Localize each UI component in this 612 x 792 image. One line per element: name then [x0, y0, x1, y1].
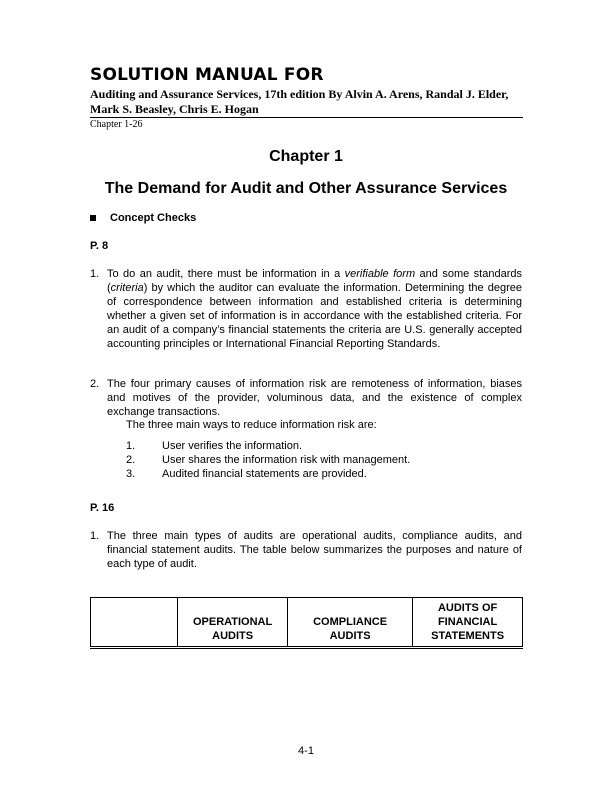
brand-title: SOLUTION MANUAL FOR [90, 65, 324, 85]
list-item: 2. User shares the information risk with management. [126, 454, 411, 466]
square-bullet-icon [90, 215, 96, 221]
book-citation-line2: Mark S. Beasley, Chris E. Hogan [90, 102, 259, 116]
section-heading [90, 212, 196, 224]
item-text: To do an audit, there must be information in a verifiable form and some standards (criteria) by which the auditor can evaluate the information. Determining the degree of correspondence between information and established criteria is determining whether a given set of information is in accordance with the established criteria. For an audit of a company’s financial statements the criteria are U.S. generally accepted accounting principles or International Financial Reporting Standards. [107, 268, 522, 350]
list-item: 1. User verifies the information. [126, 440, 302, 452]
table-header-cell: AUDITS OF FINANCIAL STATEMENTS [413, 598, 523, 648]
chapter-subtitle: The Demand for Audit and Other Assurance Services [104, 180, 508, 197]
risk-reduction-intro: The three main ways to reduce information risk are: [126, 419, 377, 431]
table-header-row [91, 598, 523, 648]
page-ref-p8: P. 8 [90, 240, 109, 252]
item-number: 1. [90, 530, 100, 542]
item-text: The three main types of audits are operational audits, compliance audits, and financial statement audits. The table below summarizes the purposes and nature of each type of audit. [107, 530, 522, 570]
p8-item-1 [90, 267, 522, 351]
table-header-cell: COMPLIANCE AUDITS [288, 598, 413, 648]
item-number: 1. [90, 268, 100, 280]
item-number: 2. [90, 378, 100, 390]
book-citation-line1: Auditing and Assurance Services, 17th edition By Alvin A. Arens, Randal J. Elder, [90, 87, 509, 101]
item-text: The four primary causes of information risk are remoteness of information, biases and motives of the provider, voluminous data, and the existence of complex exchange transactions. [107, 378, 522, 418]
audit-types-table [90, 597, 523, 649]
chapter-reference: Chapter 1-26 [90, 119, 143, 130]
chapter-title: Chapter 1 [269, 148, 343, 165]
header-rule [90, 117, 523, 118]
p16-item-1 [90, 529, 522, 571]
section-heading-label: Concept Checks [110, 212, 197, 224]
table-header-cell: OPERATIONAL AUDITS [178, 598, 288, 648]
page-ref-p16: P. 16 [90, 502, 115, 514]
page-number: 4-1 [298, 745, 314, 757]
book-citation [90, 87, 530, 117]
table-header-cell [91, 598, 178, 648]
p8-item-2 [90, 377, 522, 419]
list-item: 3. Audited financial statements are provided. [126, 468, 367, 480]
